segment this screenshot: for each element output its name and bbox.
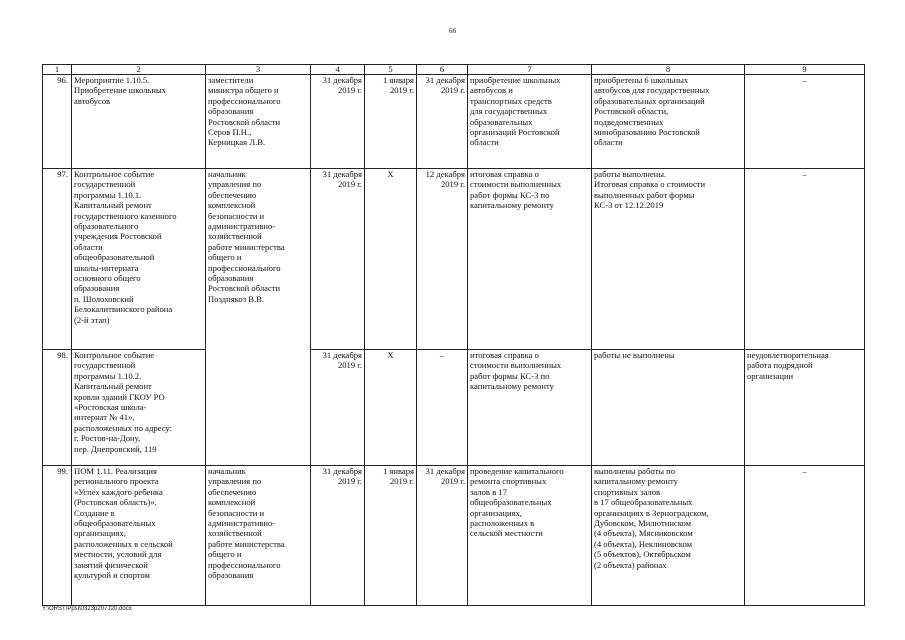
actual-result: работы не выполнены bbox=[592, 350, 745, 466]
end-date: 31 декабря 2019 г. bbox=[417, 75, 468, 169]
row-number: 96. bbox=[43, 75, 72, 169]
report-table bbox=[42, 64, 865, 606]
header-cell: 1 bbox=[43, 65, 72, 75]
end-date: 31 декабря 2019 г. bbox=[417, 466, 468, 606]
header-cell: 9 bbox=[745, 65, 865, 75]
page-number: 66 bbox=[449, 27, 456, 35]
header-cell: 7 bbox=[468, 65, 592, 75]
row-number: 98. bbox=[43, 350, 72, 466]
reason-note: неудовлетворительная работа подрядной организации bbox=[745, 350, 865, 466]
table-row bbox=[43, 169, 865, 350]
expected-result: итоговая справка о стоимости выполненных работ формы КС-3 по капитальному ремонту bbox=[468, 169, 592, 350]
planned-date: 31 декабря 2019 г. bbox=[311, 466, 365, 606]
planned-date: 31 декабря 2019 г. bbox=[311, 169, 365, 350]
start-date: Х bbox=[365, 169, 417, 350]
activity-name: Контрольное событие государственной программы 1.10.2. Капитальный ремонт кровли зданий ГКОУ РО «Ростовская школа- интернат № 41», расположенных по адресу: г. Ростов-на-Дону, пер. Днепровский, 119 bbox=[72, 350, 206, 466]
planned-date: 31 декабря 2019 г. bbox=[311, 350, 365, 466]
planned-date: 31 декабря 2019 г. bbox=[311, 75, 365, 169]
actual-result: работы выполнены. Итоговая справка о стоимости выполненных работ формы КС-3 от 12.12.2019 bbox=[592, 169, 745, 350]
reason-note: – bbox=[745, 75, 865, 169]
header-cell: 6 bbox=[417, 65, 468, 75]
start-date: 1 января 2019 г. bbox=[365, 466, 417, 606]
table-row bbox=[43, 75, 865, 169]
column-number-row bbox=[43, 65, 865, 75]
end-date: – bbox=[417, 350, 468, 466]
expected-result: проведение капитального ремонта спортивных залов в 17 общеобразовательных организациях, расположенных в сельской местности bbox=[468, 466, 592, 606]
actual-result: приобретены 6 школьных автобусов для государственных образовательных организаций Ростовской области, подведомственных минобразованию Ростовской области bbox=[592, 75, 745, 169]
header-cell: 5 bbox=[365, 65, 417, 75]
table-row bbox=[43, 466, 865, 606]
header-cell: 2 bbox=[72, 65, 206, 75]
reason-note: – bbox=[745, 169, 865, 350]
expected-result: итоговая справка о стоимости выполненных работ формы КС-3 по капитальному ремонту bbox=[468, 350, 592, 466]
start-date: 1 января 2019 г. bbox=[365, 75, 417, 169]
row-number: 97. bbox=[43, 169, 72, 350]
header-cell: 4 bbox=[311, 65, 365, 75]
responsible-person: заместители министра общего и профессионального образования Ростовской области Серов П.Н., Керницкая Л.В. bbox=[206, 75, 311, 169]
activity-name: Мероприятие 1.10.5. Приобретение школьных автобусов bbox=[72, 75, 206, 169]
file-path-footer: Y:\ORST\Ppsi\0323p207.f20.docx bbox=[42, 606, 132, 612]
reason-note: – bbox=[745, 466, 865, 606]
row-number: 99. bbox=[43, 466, 72, 606]
header-cell: 3 bbox=[206, 65, 311, 75]
table-row bbox=[43, 350, 865, 466]
actual-result: выполнены работы по капитальному ремонту спортивных залов в 17 общеобразовательных организациях в Зерноградском, Дубовском, Милютинском (4 объекта), Мясниковском (4 объекта), Неклиновском (5 объектов), Октябрьском (2 объекта) районах bbox=[592, 466, 745, 606]
responsible-person: начальник управления по обеспечению комплексной безопасности и административно- хозяйственной работе министерства общего и профессионального образования bbox=[206, 466, 311, 606]
responsible-person: начальник управления по обеспечению комплексной безопасности и административно- хозяйственной работе министерства общего и профессионального образования Ростовской области Позднякоз В.В. bbox=[206, 169, 311, 466]
activity-name: Контрольное событие государственной программы 1.10.1. Капитальный ремонт государственного казенного образовательного учреждения Ростовской области общеобразовательной школы-интерната основного общего образования п. Шолоховский Белокалитвинского района (2-й этап) bbox=[72, 169, 206, 350]
start-date: Х bbox=[365, 350, 417, 466]
activity-name: ПОМ 1.11. Реализация регионального проекта «Успех каждого ребенка (Ростовская область)». Создание в общеобразовательных организациях, расположенных в сельской местности, условий для занятий физической культурой и спортом bbox=[72, 466, 206, 606]
expected-result: приобретение школьных автобусов и транспортных средств для государственных образовательных организаций Ростовской области bbox=[468, 75, 592, 169]
end-date: 12 декабря 2019 г. bbox=[417, 169, 468, 350]
header-cell: 8 bbox=[592, 65, 745, 75]
